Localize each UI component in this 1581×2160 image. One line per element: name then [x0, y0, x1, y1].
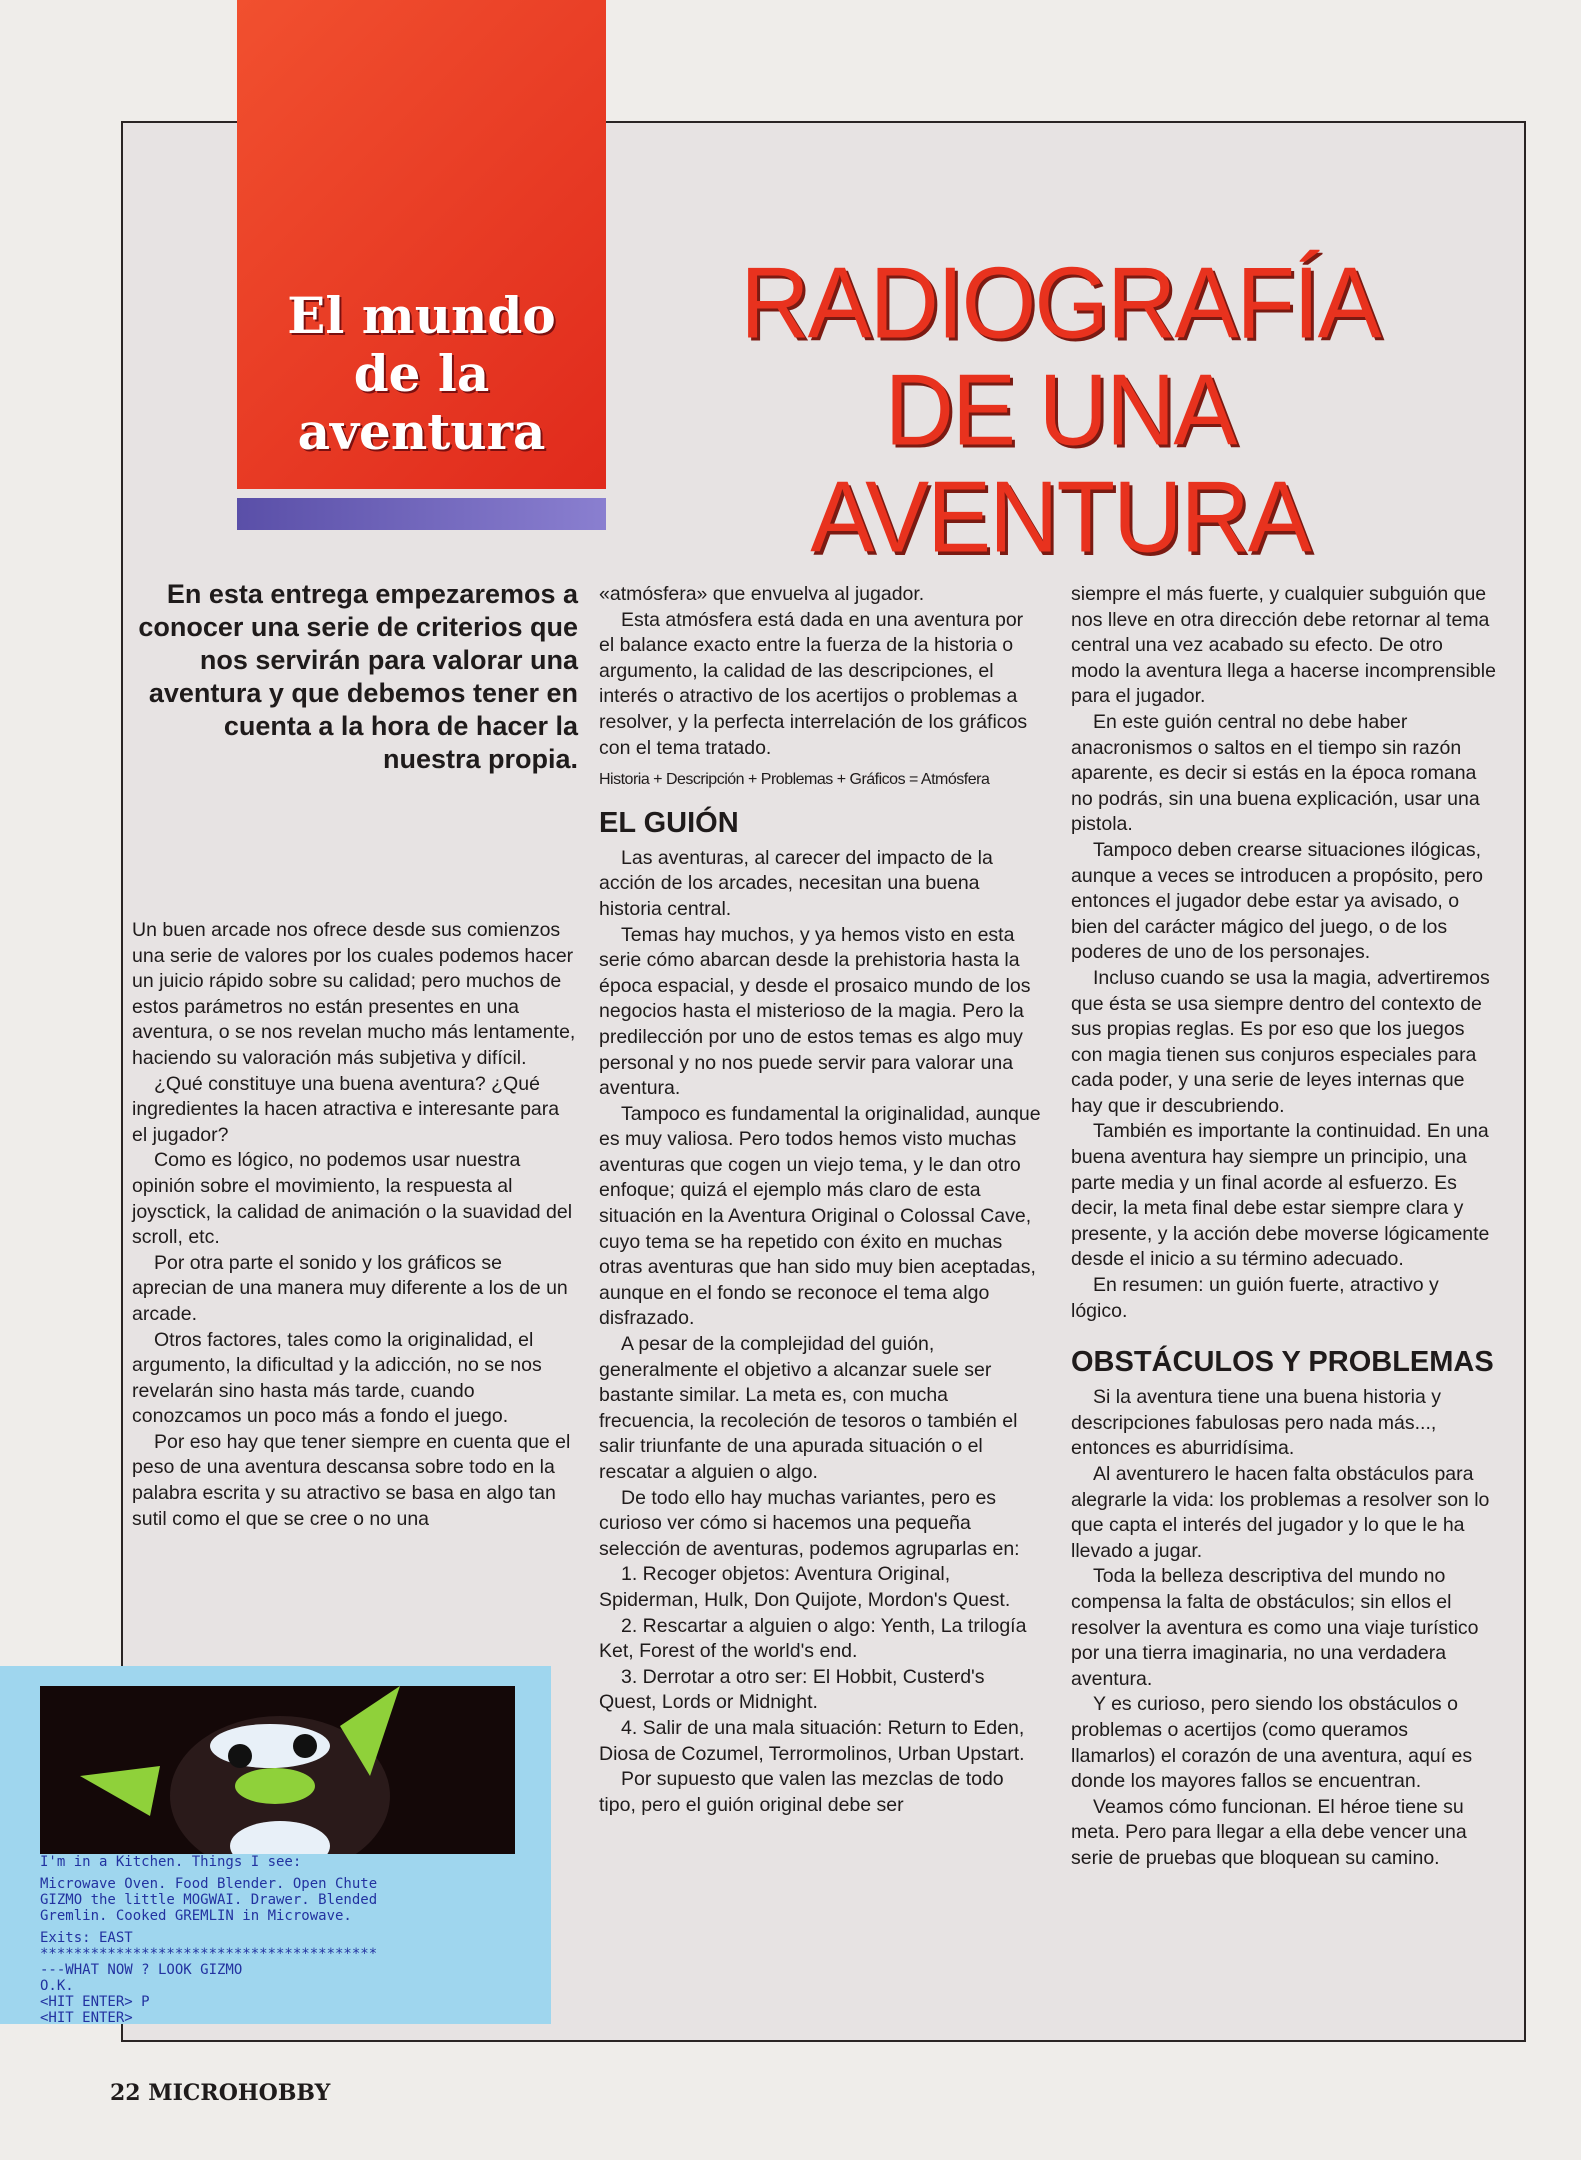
paragraph: 4. Salir de una mala situación: Return to Eden, Diosa de Cozumel, Terrormolinos, Urban Upstart. — [599, 1716, 1025, 1765]
gizmo-gremlin-image — [40, 1686, 515, 1854]
paragraph: A pesar de la complejidad del guión, generalmente el objetivo a alcanzar suele ser bastante similar. La meta es, con mucha frecuencia, la recoleción de tesoros o también el salir triunfante de una apurada situación o el rescatar a alguien o algo. — [599, 1333, 1018, 1483]
paragraph: Las aventuras, al carecer del impacto de la acción de los arcades, necesitan una buena historia central. — [599, 846, 993, 920]
paragraph: Veamos cómo funcionan. El héroe tiene su meta. Pero para llegar a ella debe vencer una serie de pruebas que bloquean su camino. — [1071, 1795, 1467, 1869]
heading-obstaculos: OBSTÁCULOS Y PROBLEMAS — [1071, 1346, 1494, 1379]
paragraph: Por otra parte el sonido y los gráficos se aprecian de una manera muy diferente a los de un arcade. — [132, 1251, 568, 1325]
screen-text-line: Microwave Oven. Food Blender. Open Chute — [40, 1876, 378, 1892]
paragraph: En este guión central no debe haber anacronismos o saltos en el tiempo sin razón aparente, es decir si estás en la época romana no podrás, sin una buena explicación, usar una pistola. — [1071, 710, 1480, 836]
screen-text-line: <HIT ENTER> P — [40, 1994, 150, 2010]
paragraph: También es importante la continuidad. En una buena aventura hay siempre un principio, una parte media y un final acorde al esfuerzo. Es decir, la meta final debe estar siempre clara y presente, y la acción debe moverse lógicamente desde el inicio a su término adecuado. — [1071, 1120, 1490, 1271]
paragraph: Incluso cuando se usa la magia, advertiremos que ésta se usa siempre dentro del contexto de sus propias reglas. Es por eso que los juegos con magia tienen sus conjuros especiales para cada poder, y una serie de leyes internas que hay que ir descubriendo. — [1071, 966, 1490, 1117]
column-1 — [132, 918, 578, 1532]
paragraph: De todo ello hay muchas variantes, pero es curioso ver cómo si hacemos una pequeña selección de aventuras, podemos agruparlas en: — [599, 1486, 1020, 1560]
section-kicker-box — [237, 0, 606, 489]
intro-lead: En esta entrega empezaremos a conocer una serie de criterios que nos servirán para valorar una aventura y que debemos tener en cuenta a la hora de hacer la nuestra propia. — [138, 579, 578, 774]
column-2 — [599, 582, 1041, 1818]
game-screenshot — [0, 1666, 551, 2024]
paragraph: Por supuesto que valen las mezclas de todo tipo, pero el guión original debe ser — [599, 1768, 1004, 1816]
paragraph: Y es curioso, pero siendo los obstáculos o problemas o acertijos (como queramos llamarlos) el corazón de una aventura, aquí es donde los mayores fallos se encuentran. — [1071, 1693, 1473, 1793]
paragraph: Como es lógico, no podemos usar nuestra opinión sobre el movimiento, la respuesta al joysctick, la calidad de animación o la suavidad del scroll, etc. — [132, 1149, 573, 1249]
decorative-strip — [237, 498, 606, 530]
paragraph: ¿Qué constituye una buena aventura? ¿Qué ingredientes la hacen atractiva e interesante para el jugador? — [132, 1072, 560, 1146]
screen-text-line: **************************************** — [40, 1946, 378, 1962]
screen-text-line: GIZMO the little MOGWAI. Drawer. Blended — [40, 1892, 378, 1908]
paragraph: En resumen: un guión fuerte, atractivo y lógico. — [1071, 1274, 1439, 1322]
paragraph: Por eso hay que tener siempre en cuenta que el peso de una aventura descansa sobre todo en la palabra escrita y su atractivo se basa en algo tan sutil como el que se cree o no una — [132, 1430, 571, 1530]
paragraph: Tampoco deben crearse situaciones ilógicas, aunque a veces se introducen a propósito, pero entonces el jugador debe estar ya avisado, o bien del carácter mágico del juego, o de los poderes de uno de los personajes. — [1071, 838, 1483, 964]
paragraph: «atmósfera» que envuelva al jugador. — [599, 583, 925, 605]
page-footer: 22 MICROHOBBY — [110, 2080, 331, 2106]
paragraph: Temas hay muchos, y ya hemos visto en esta serie cómo abarcan desde la prehistoria hasta la época espacial, y desde el prosaico mundo de los negocios hasta el misterioso de la magia. Pero la predilección por uno de estos temas es algo muy personal y no nos puede servir para valorar una aventura. — [599, 923, 1031, 1100]
screen-text-line: Gremlin. Cooked GREMLIN in Microwave. — [40, 1908, 352, 1924]
paragraph: Esta atmósfera está dada en una aventura por el balance exacto entre la fuerza de la historia o argumento, la calidad de las descripciones, el interés o atractivo de los acertijos o problemas a resolver, y la perfecta interrelación de los gráficos con el tema tratado. — [599, 608, 1028, 759]
paragraph: siempre el más fuerte, y cualquier subguión que nos lleve en otra dirección debe retornar al tema central una vez acabado su efecto. De otro modo la aventura llega a hacerse incomprensible para el jugador. — [1071, 583, 1496, 708]
kicker-line: aventura — [297, 402, 546, 461]
paragraph: Otros factores, tales como la originalidad, el argumento, la dificultad y la adicción, no se nos revelarán sino hasta más tarde, cuando conozcamos un poco más a fondo el juego. — [132, 1328, 542, 1428]
paragraph: 1. Recoger objetos: Aventura Original, Spiderman, Hulk, Don Quijote, Mordon's Quest. — [599, 1563, 1011, 1611]
column-3 — [1071, 582, 1496, 1872]
formula: Historia + Descripción + Problemas + Gráficos = Atmósfera — [599, 771, 990, 789]
section-kicker — [287, 287, 555, 461]
title-line: DE UNA AVENTURA — [810, 354, 1310, 574]
paragraph: Tampoco es fundamental la originalidad, aunque es muy valiosa. Pero todos hemos visto muchas aventuras que cogen un viejo tema, y le dan otro enfoque; quizá el ejemplo más claro de esta situación en la Aventura Original o Colossal Cave, cuyo tema se ha repetido con éxito en muchas otras aventuras que han sido muy bien aceptadas, aunque en el fondo se reconoce el tema algo disfrazado. — [599, 1102, 1041, 1330]
heading-guion: EL GUIÓN — [599, 806, 739, 839]
screen-text-line: I'm in a Kitchen. Things I see: — [40, 1854, 302, 1870]
screen-text-line: O.K. — [40, 1978, 74, 1994]
paragraph: Toda la belleza descriptiva del mundo no compensa la falta de obstáculos; sin ellos el resolver la aventura es como una viaje turístico por una tierra imaginaria, no una verdadera aventura. — [1071, 1565, 1479, 1690]
paragraph: 2. Rescartar a alguien o algo: Yenth, La trilogía Ket, Forest of the world's end. — [599, 1614, 1027, 1663]
kicker-line: El mundo — [287, 286, 556, 345]
title-line: RADIOGRAFÍA — [740, 247, 1380, 360]
screen-text-line: Exits: EAST — [40, 1930, 133, 1946]
paragraph: Si la aventura tiene una buena historia y descripciones fabulosas pero nada más..., entonces es aburridísima. — [1071, 1386, 1441, 1460]
screen-text-line: ---WHAT NOW ? LOOK GIZMO — [40, 1962, 243, 1978]
screen-text-line: <HIT ENTER> — [40, 2010, 133, 2026]
paragraph: Al aventurero le hacen falta obstáculos para alegrarle la vida: los problemas a resolver son lo que capta el interés del jugador y lo que le ha llevado a jugar. — [1071, 1463, 1490, 1562]
article-title — [660, 247, 1460, 574]
kicker-line: de la — [353, 344, 490, 403]
paragraph: Un buen arcade nos ofrece desde sus comienzos una serie de valores por los cuales podemos hacer un juicio rápido sobre su calidad; pero muchos de estos parámetros no están presentes en una aventura, o se nos revelan mucho más lentamente, haciendo su valoración más subjetiva y difícil. — [132, 919, 576, 1069]
paragraph: 3. Derrotar a otro ser: El Hobbit, Custerd's Quest, Lords or Midnight. — [599, 1665, 985, 1714]
